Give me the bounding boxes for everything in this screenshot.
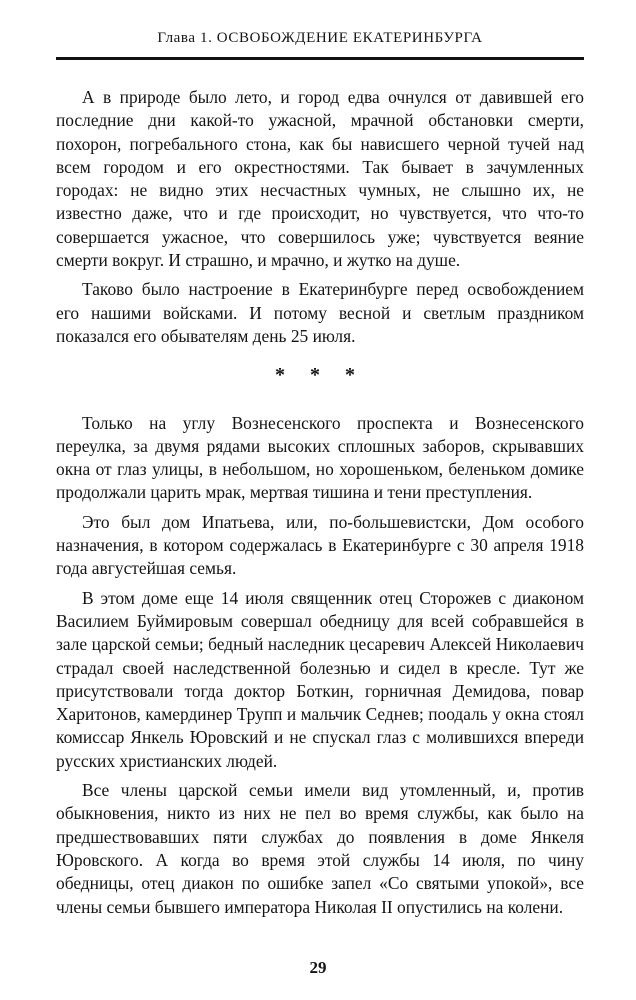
section-separator: * * *: [275, 364, 365, 387]
paragraph: Все члены царской семьи имели вид утомленный, и, против обыкновения, никто из них не пел во время службы, как было на предшествовавших пяти службах до появления в доме Янкеля Юровского. А когда во время этой службы 14 июля, по чину обедницы, отец диакон по ошибке запел «Со святыми упокой», все члены семьи бывшего императора Николая II опустились на колени.: [56, 780, 584, 917]
paragraph: Таково было настроение в Екатеринбурге перед освобождением его нашими войсками. И потому весной и светлым праздником показался его обывателям день 25 июля.: [56, 279, 584, 346]
paragraph: Это был дом Ипатьева, или, по-большевистски, Дом особого назначения, в котором содержалась в Екатеринбурге с 30 апреля 1918 года августейшая семья.: [56, 511, 584, 579]
header-rule: [56, 57, 584, 60]
running-header: Глава 1. ОСВОБОЖДЕНИЕ ЕКАТЕРИНБУРГА: [157, 30, 483, 46]
paragraph: Только на углу Вознесенского проспекта и Вознесенского переулка, за двумя рядами высоких сплошных заборов, скрывавших окна от глаз улицы, в небольшом, но хорошеньком, беленьком домике продолжали царить мрак, мертвая тишина и тени преступления.: [56, 412, 584, 503]
paragraph: В этом доме еще 14 июля священник отец Сторожев с диаконом Василием Буймировым совершал обедницу для всей собравшейся в зале царской семьи; бедный наследник цесаревич Алексей Николаевич страдал своей наследственной болезнью и сидел в кресле. Тут же присутствовали тогда доктор Боткин, горничная Демидова, повар Харитонов, камердинер Трупп и мальчик Седнев; поодаль у окна стоял комиссар Янкель Юровский и не спускал глаз с молившихся впереди русских христианских людей.: [56, 587, 584, 771]
page-body: [56, 86, 584, 925]
page-number: 29: [309, 958, 327, 977]
paragraph: А в природе было лето, и город едва очнулся от давившей его последние дни какой-то ужасной, мрачной обстановки смерти, похорон, погребального стона, как бы нависшего черной тучей над всем городом и его окрестностями. Так бывает в зачумленных городах: не видно этих несчастных чумных, не слышно их, не известно даже, что и где происходит, но чувствуется, что что-то совершается ужасное, что совершилось уже; чувствуется веяние смерти вокруг. И страшно, и мрачно, и жутко на душе.: [56, 87, 584, 271]
